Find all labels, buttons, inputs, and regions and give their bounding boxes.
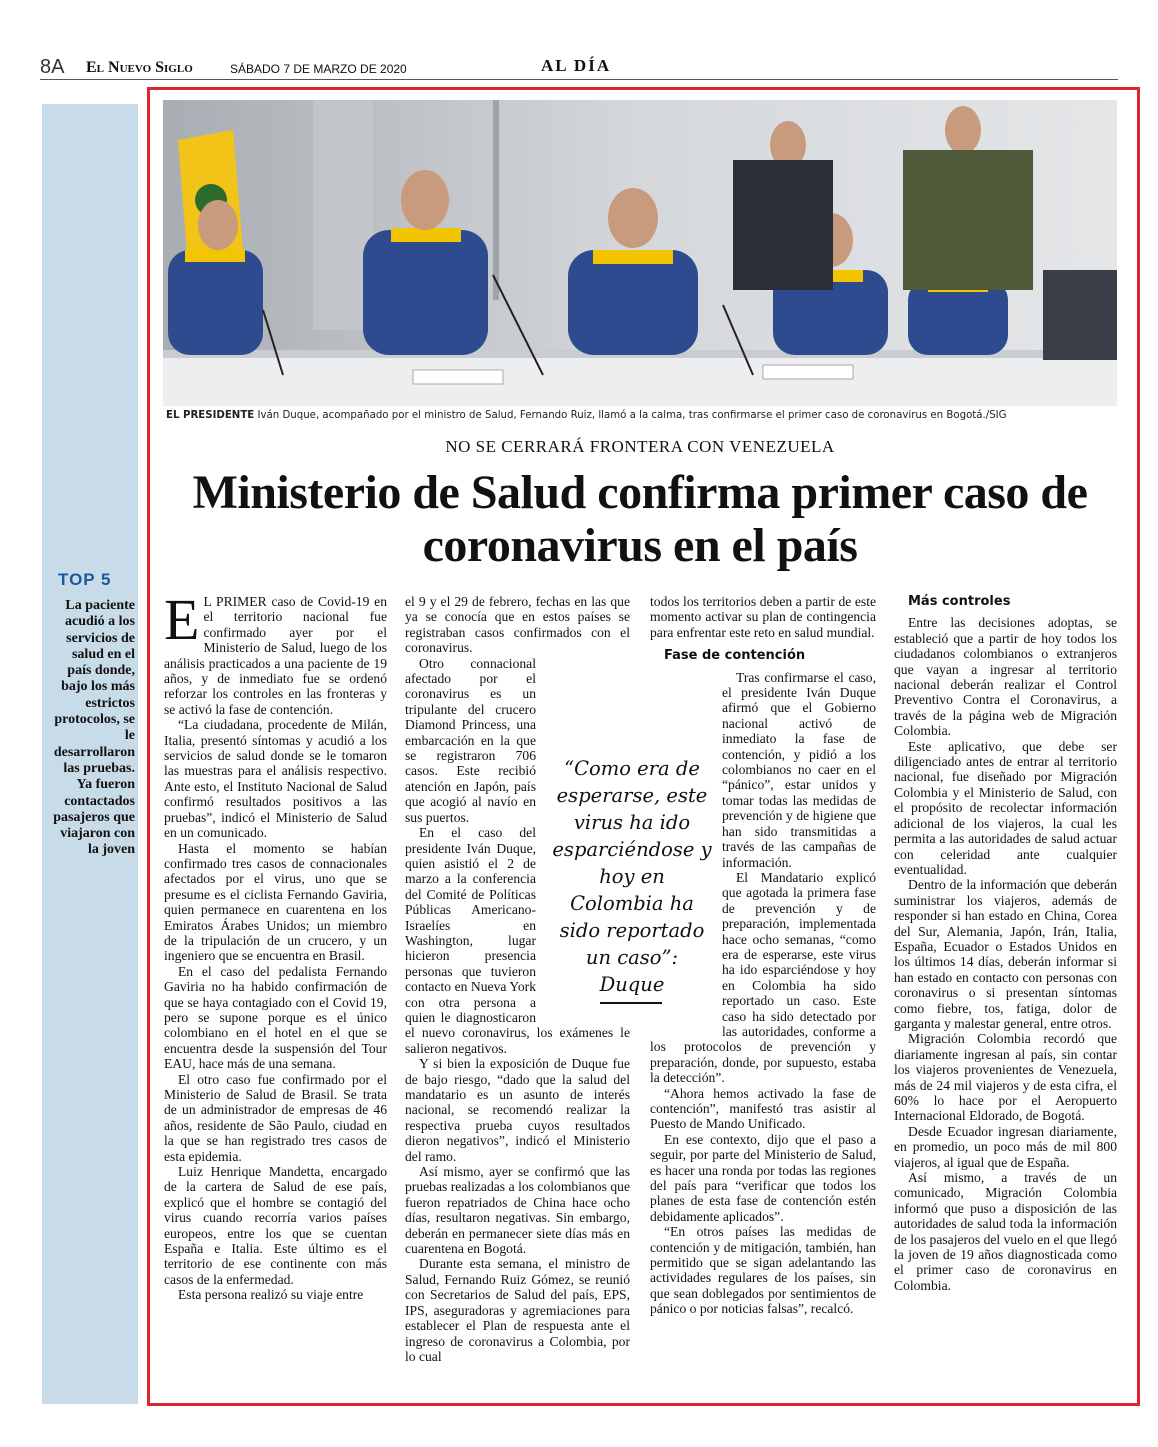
paragraph: En el caso del presidente Iván Duque, quien asistió el 2 de marzo a la conferencia del Comité de Políticas Públicas Americano-Israelíes en Washington, lugar hicieron presencia personas que tuvieron contacto en Nueva York con otra persona a quien le diagnosticaron el nuevo coronavirus, los exámenes le salieron negativos. bbox=[405, 825, 630, 1056]
subheading: Fase de contención bbox=[664, 648, 806, 664]
paragraph: El Mandatario explicó que agotada la primera fase de prevención y de preparación, implementada hace ocho semanas, “como era de esperarse, este virus ha ido esparciéndose y hoy en Colombia ha sido reportado un caso. Este caso ha sido detectado por las autoridades, conforme a los protocolos de prevención y preparación, donde, por supuesto, estaba la detección”. bbox=[650, 869, 876, 1086]
page-number: 8A bbox=[40, 56, 65, 78]
paragraph: Esta persona realizó su viaje entre bbox=[178, 1287, 364, 1303]
newspaper-name: El Nuevo Siglo bbox=[86, 59, 193, 76]
paragraph: “Ahora hemos activado la fase de contención”, manifestó tras asistir al Puesto de Mando Unificado. bbox=[650, 1085, 876, 1132]
caption-lead: EL PRESIDENTE bbox=[166, 410, 255, 421]
press-conference-photo bbox=[163, 100, 1117, 406]
paragraph: Y si bien la exposición de Duque fue de bajo riesgo, “dado que la salud del mandatario es un asunto de interés nacional, se recomendó realizar la respectiva prueba cuyos resultados dieron negativos”, indicó el Ministerio del ramo. bbox=[405, 1056, 630, 1164]
headline: Ministerio de Salud confirma primer caso de coronavirus en el país bbox=[192, 466, 1088, 572]
issue-date: SÁBADO 7 DE MARZO DE 2020 bbox=[230, 62, 407, 76]
sidebar-text: La paciente acudió a los servicios de salud en el país donde, bajo los más estrictos protocolos, se le desarrollaron las pruebas. Ya fueron contactados pasajeros que viajaron con la joven bbox=[53, 598, 135, 858]
pull-quote: “Como era de esperarse, este virus ha ido esparciéndose y hoy en Colombia ha sido reportado un caso”: Duque bbox=[552, 757, 712, 996]
kicker: NO SE CERRARÁ FRONTERA CON VENEZUELA bbox=[445, 437, 835, 456]
paragraph: Desde Ecuador ingresan diariamente, en promedio, un poco más de mil 800 viajeros, al igual que de España. bbox=[894, 1123, 1117, 1170]
paragraph: Así mismo, ayer se confirmó que las pruebas realizadas a los colombianos que fueron repatriados de China hace ocho días, resultaron negativas. Sin embargo, deberán en permanecer siete días más en cuarentena en Bogotá. bbox=[405, 1164, 630, 1257]
article-column-4 bbox=[894, 594, 1117, 1390]
article-column-1 bbox=[164, 594, 387, 1390]
drop-cap: E bbox=[164, 594, 200, 652]
paragraph: El otro caso fue confirmado por el Ministerio de Salud de Brasil. Se trata de un administrador de empresas de 46 años, residente de São Paulo, ciudad en la que se han registrado tres casos de esta epidemia. bbox=[164, 1071, 387, 1164]
paragraph: Hasta el momento se habían confirmado tres casos de connacionales afectados por el virus, uno que se presume es el ciclista Fernando Gaviria, quien permanece en cuarentena en los Emiratos Árabes Unidos; un miembro de la tripulación de un crucero, y un ingeniero que se encuentra en Brasil. bbox=[164, 840, 387, 964]
paragraph: Migración Colombia recordó que diariamente ingresan al país, sin contar los viajeros provenientes de Venezuela, más de 24 mil viajeros y de esta cifra, el 60% lo hace por el Aeropuerto Internacional Eldorado, de Bogotá. bbox=[894, 1031, 1117, 1124]
paragraph: Otro connacional afectado por el coronavirus es un tripulante del crucero Diamond Princess, una embarcación en la que se registraron 706 casos. Este recibió atención en Japón, país que acogió al navío en sus puertos. bbox=[405, 655, 536, 825]
header-rule bbox=[40, 79, 1118, 80]
paragraph: “La ciudadana, procedente de Milán, Italia, presentó síntomas y acudió a los servicios de salud donde se le tomaron las muestras para el análisis respectivo. Ante esto, el Instituto Nacional de Salud confirmó resultados positivos a las pruebas”, indicó el Ministerio de Salud en un comunicado. bbox=[164, 717, 387, 841]
paragraph: Luiz Henrique Mandetta, encargado de la cartera de Salud de ese país, explicó que el hombre se contagió del virus cuando recorría varios países europeos, entre los que se cuentan España e Italia. Este último es el territorio de ese continente con más casos de la enfermedad. bbox=[164, 1164, 387, 1287]
paragraph: En ese contexto, dijo que el paso a seguir, por parte del Ministerio de Salud, es hacer una ronda por todas las regiones del país para “verificar que todos los planes de esta fase de contención estén debidamente aplicados”. bbox=[650, 1131, 876, 1224]
news-photo bbox=[163, 100, 1117, 406]
section-name: AL DÍA bbox=[541, 56, 612, 75]
paragraph: Durante esta semana, el ministro de Salud, Fernando Ruiz Gómez, se reunió con Secretarios de Salud del país, EPS, IPS, aseguradoras y agremiaciones para establecer el Plan de respuesta ante el ingreso de coronavirus a Colombia, por lo cual bbox=[405, 1256, 630, 1364]
pull-quote-rule bbox=[600, 1002, 662, 1004]
photo-caption bbox=[166, 410, 1116, 421]
paragraph: Tras confirmarse el caso, el presidente Iván Duque afirmó que el Gobierno nacional activó de inmediato la fase de contención, y pidió a los colombianos no caer en el “pánico”, estar unidos y tomar todas las medidas de prevención y de higiene que han sido transmitidas a través de las campañas de información. bbox=[722, 669, 876, 870]
paragraph: Así mismo, a través de un comunicado, Migración Colombia informó que puso a disposición de las autoridades de salud toda la información de los pasajeros del vuelo en el que llegó la joven de 19 años diagnosticada como el primer caso de coronavirus en Colombia. bbox=[894, 1170, 1117, 1293]
sidebar-title: TOP 5 bbox=[58, 570, 112, 589]
paragraph: En el caso del pedalista Fernando Gaviria no ha habido confirmación de que se haya contagiado con el Covid 19, pero se supone porque es el único colombiano en el hotel en el que se encuentra desde la suspensión del Tour EAU, hace más de una semana. bbox=[164, 963, 387, 1072]
paragraph: Entre las decisiones adoptas, se estableció que a partir de hoy todos los ciudadanos colombianos o extranjeros que vayan a ingresar al territorio nacional deberán realizar el Control Preventivo Contra el Coronavirus, a través de la página web de Migración Colombia. bbox=[894, 615, 1117, 739]
paragraph: todos los territorios deben a partir de este momento activar su plan de contingencia para enfrentar este reto en salud mundial. bbox=[650, 594, 876, 640]
paragraph: “En otros países las medidas de contención y de mitigación, también, han permitido que se sigan adelantando las actividades regulares de los países, sin que sean doblegados por sentimientos de pánico o por noticias falsas”, recalcó. bbox=[650, 1224, 876, 1317]
subheading: Más controles bbox=[908, 594, 1011, 609]
paragraph: E L PRIMER caso de Covid-19 en el territorio nacional fue confirmado ayer por el Ministerio de Salud, luego de los análisis practicados a una paciente de 19 años, y de inmediato fue se ordenó reforzar los controles en las fronteras y se activó la fase de contención. bbox=[164, 594, 387, 717]
caption-text: Iván Duque, acompañado por el ministro de Salud, Fernando Ruiz, llamó a la calma, tras confirmarse el primer caso de coronavirus en Bogotá./SIG bbox=[254, 410, 1007, 421]
paragraph: el 9 y el 29 de febrero, fechas en las que ya se conocía que en estos países se registraban casos confirmados con el coronavirus. bbox=[405, 594, 630, 656]
paragraph: Este aplicativo, que debe ser diligenciado antes de entrar al territorio nacional, fue diseñado por Migración Colombia y el Ministerio de Salud, con el propósito de recolectar información adicional de los viajeros, la cual les permita a las autoridades de salud actuar con celeridad ante cualquier eventualidad. bbox=[894, 738, 1117, 877]
paragraph: Dentro de la información que deberán suministrar los viajeros, además de responder si han estado en China, Corea del Sur, Alemania, Japón, Irán, Italia, España, Ecuador o Estados Unidos en los últimos 14 días, deberán informar si han estado en contacto con personas con coronavirus o si presentan síntomas como fiebre, tos, fatiga, dolor de garganta y malestar general, entre otros. bbox=[894, 877, 1117, 1031]
